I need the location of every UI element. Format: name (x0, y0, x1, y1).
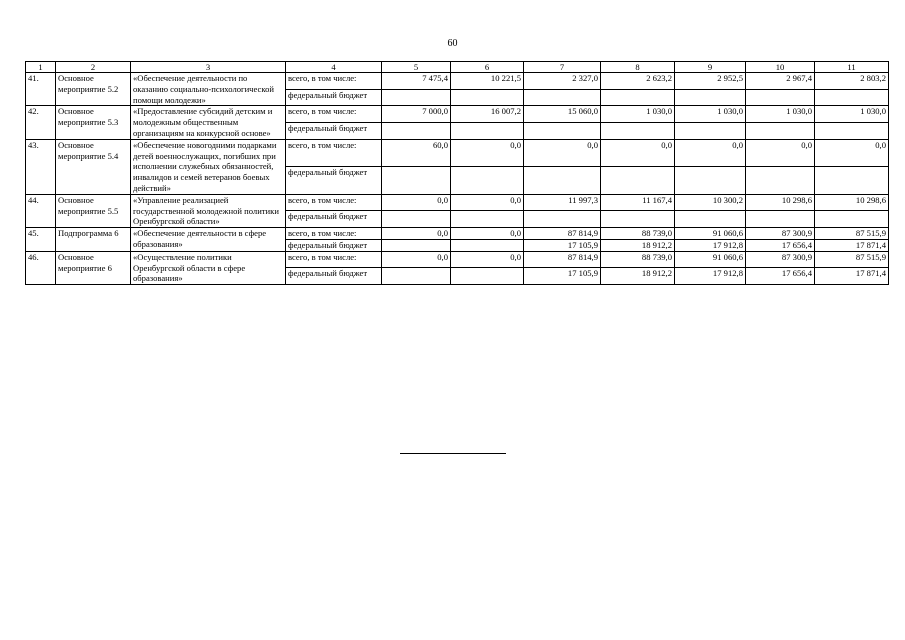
value-cell (382, 123, 451, 140)
value-cell (524, 167, 601, 195)
value-cell (675, 211, 746, 228)
value-cell: 0,0 (382, 251, 451, 268)
value-cell (382, 167, 451, 195)
value-cell: 1 030,0 (675, 106, 746, 123)
value-cell: 0,0 (746, 139, 815, 166)
value-cell: 87 515,9 (815, 228, 889, 240)
value-cell (451, 211, 524, 228)
row-number: 44. (26, 194, 56, 227)
value-cell: 87 814,9 (524, 251, 601, 268)
value-cell: 10 298,6 (746, 194, 815, 211)
value-cell: 17 656,4 (746, 268, 815, 285)
value-cell (675, 89, 746, 106)
header-cell: 1 (26, 62, 56, 73)
value-cell (451, 89, 524, 106)
funding-source: всего, в том числе: (286, 251, 382, 268)
value-cell: 1 030,0 (815, 106, 889, 123)
value-cell (382, 211, 451, 228)
value-cell (746, 211, 815, 228)
row-type: Основное мероприятие 5.3 (56, 106, 131, 139)
value-cell: 87 300,9 (746, 251, 815, 268)
table-body (26, 73, 889, 285)
value-cell (524, 123, 601, 140)
table-row (26, 139, 889, 166)
value-cell: 0,0 (524, 139, 601, 166)
value-cell: 11 167,4 (601, 194, 675, 211)
value-cell: 17 912,8 (675, 268, 746, 285)
row-name: «Управление реализацией государственной молодежной политики Оренбургской области» (131, 194, 286, 227)
header-cell: 7 (524, 62, 601, 73)
value-cell: 16 007,2 (451, 106, 524, 123)
row-number: 42. (26, 106, 56, 139)
value-cell: 7 000,0 (382, 106, 451, 123)
table-row (26, 194, 889, 211)
value-cell: 87 814,9 (524, 228, 601, 240)
value-cell: 87 515,9 (815, 251, 889, 268)
value-cell (601, 89, 675, 106)
value-cell: 0,0 (451, 194, 524, 211)
value-cell (815, 123, 889, 140)
value-cell: 17 912,8 (675, 239, 746, 251)
value-cell: 0,0 (675, 139, 746, 166)
table-row (26, 251, 889, 268)
row-type: Основное мероприятие 5.5 (56, 194, 131, 227)
header-cell: 11 (815, 62, 889, 73)
value-cell (601, 167, 675, 195)
value-cell (675, 123, 746, 140)
header-cell: 8 (601, 62, 675, 73)
row-type: Подпрограмма 6 (56, 228, 131, 252)
header-cell: 10 (746, 62, 815, 73)
funding-source: федеральный бюджет (286, 211, 382, 228)
row-type: Основное мероприятие 6 (56, 251, 131, 284)
value-cell: 91 060,6 (675, 228, 746, 240)
table-row (26, 228, 889, 240)
row-number: 41. (26, 73, 56, 106)
value-cell: 0,0 (451, 139, 524, 166)
value-cell: 0,0 (815, 139, 889, 166)
value-cell: 15 060,0 (524, 106, 601, 123)
value-cell (601, 211, 675, 228)
funding-source: федеральный бюджет (286, 167, 382, 195)
value-cell (382, 239, 451, 251)
value-cell (815, 167, 889, 195)
footer-rule (400, 453, 506, 454)
value-cell: 1 030,0 (601, 106, 675, 123)
value-cell: 10 298,6 (815, 194, 889, 211)
value-cell: 88 739,0 (601, 251, 675, 268)
value-cell (746, 89, 815, 106)
header-cell: 3 (131, 62, 286, 73)
value-cell (815, 89, 889, 106)
value-cell: 17 871,4 (815, 268, 889, 285)
value-cell (746, 123, 815, 140)
funding-source: федеральный бюджет (286, 89, 382, 106)
value-cell: 2 967,4 (746, 73, 815, 90)
value-cell (524, 89, 601, 106)
value-cell: 2 327,0 (524, 73, 601, 90)
value-cell: 18 912,2 (601, 239, 675, 251)
row-name: «Предоставление субсидий детским и молодежным общественным организациям на конкурсной основе» (131, 106, 286, 139)
value-cell: 0,0 (601, 139, 675, 166)
budget-table (25, 61, 889, 285)
value-cell: 87 300,9 (746, 228, 815, 240)
value-cell: 2 623,2 (601, 73, 675, 90)
row-name: «Осуществление политики Оренбургской области в сфере образования» (131, 251, 286, 284)
value-cell: 0,0 (451, 251, 524, 268)
table-row (26, 106, 889, 123)
value-cell: 60,0 (382, 139, 451, 166)
value-cell: 17 871,4 (815, 239, 889, 251)
value-cell (382, 268, 451, 285)
value-cell: 17 105,9 (524, 268, 601, 285)
row-type: Основное мероприятие 5.2 (56, 73, 131, 106)
value-cell (451, 167, 524, 195)
header-row (26, 62, 889, 73)
value-cell: 2 803,2 (815, 73, 889, 90)
funding-source: всего, в том числе: (286, 106, 382, 123)
value-cell: 0,0 (382, 194, 451, 211)
funding-source: федеральный бюджет (286, 239, 382, 251)
value-cell: 1 030,0 (746, 106, 815, 123)
table-row (26, 73, 889, 90)
value-cell: 18 912,2 (601, 268, 675, 285)
value-cell: 11 997,3 (524, 194, 601, 211)
funding-source: всего, в том числе: (286, 139, 382, 166)
header-cell: 4 (286, 62, 382, 73)
funding-source: федеральный бюджет (286, 268, 382, 285)
header-cell: 2 (56, 62, 131, 73)
funding-source: федеральный бюджет (286, 123, 382, 140)
value-cell (451, 123, 524, 140)
value-cell: 10 221,5 (451, 73, 524, 90)
page-number: 60 (447, 38, 458, 49)
value-cell: 10 300,2 (675, 194, 746, 211)
row-name: «Обеспечение деятельности в сфере образования» (131, 228, 286, 252)
value-cell: 91 060,6 (675, 251, 746, 268)
value-cell (675, 167, 746, 195)
value-cell: 0,0 (451, 228, 524, 240)
value-cell (382, 89, 451, 106)
header-cell: 5 (382, 62, 451, 73)
value-cell: 88 739,0 (601, 228, 675, 240)
header-cell: 6 (451, 62, 524, 73)
row-number: 46. (26, 251, 56, 284)
funding-source: всего, в том числе: (286, 194, 382, 211)
value-cell: 7 475,4 (382, 73, 451, 90)
value-cell (524, 211, 601, 228)
funding-source: всего, в том числе: (286, 73, 382, 90)
value-cell (746, 167, 815, 195)
value-cell: 0,0 (382, 228, 451, 240)
value-cell: 17 656,4 (746, 239, 815, 251)
funding-source: всего, в том числе: (286, 228, 382, 240)
row-name: «Обеспечение новогодними подарками детей военнослужащих, погибших при исполнении служебных обязанностей, инвалидов и семей ветеранов боевых действий» (131, 139, 286, 194)
value-cell (601, 123, 675, 140)
value-cell (451, 268, 524, 285)
value-cell (815, 211, 889, 228)
row-number: 43. (26, 139, 56, 194)
row-name: «Обеспечение деятельности по оказанию социально-психологической помощи молодежи» (131, 73, 286, 106)
value-cell: 17 105,9 (524, 239, 601, 251)
value-cell: 2 952,5 (675, 73, 746, 90)
row-type: Основное мероприятие 5.4 (56, 139, 131, 194)
value-cell (451, 239, 524, 251)
row-number: 45. (26, 228, 56, 252)
header-cell: 9 (675, 62, 746, 73)
